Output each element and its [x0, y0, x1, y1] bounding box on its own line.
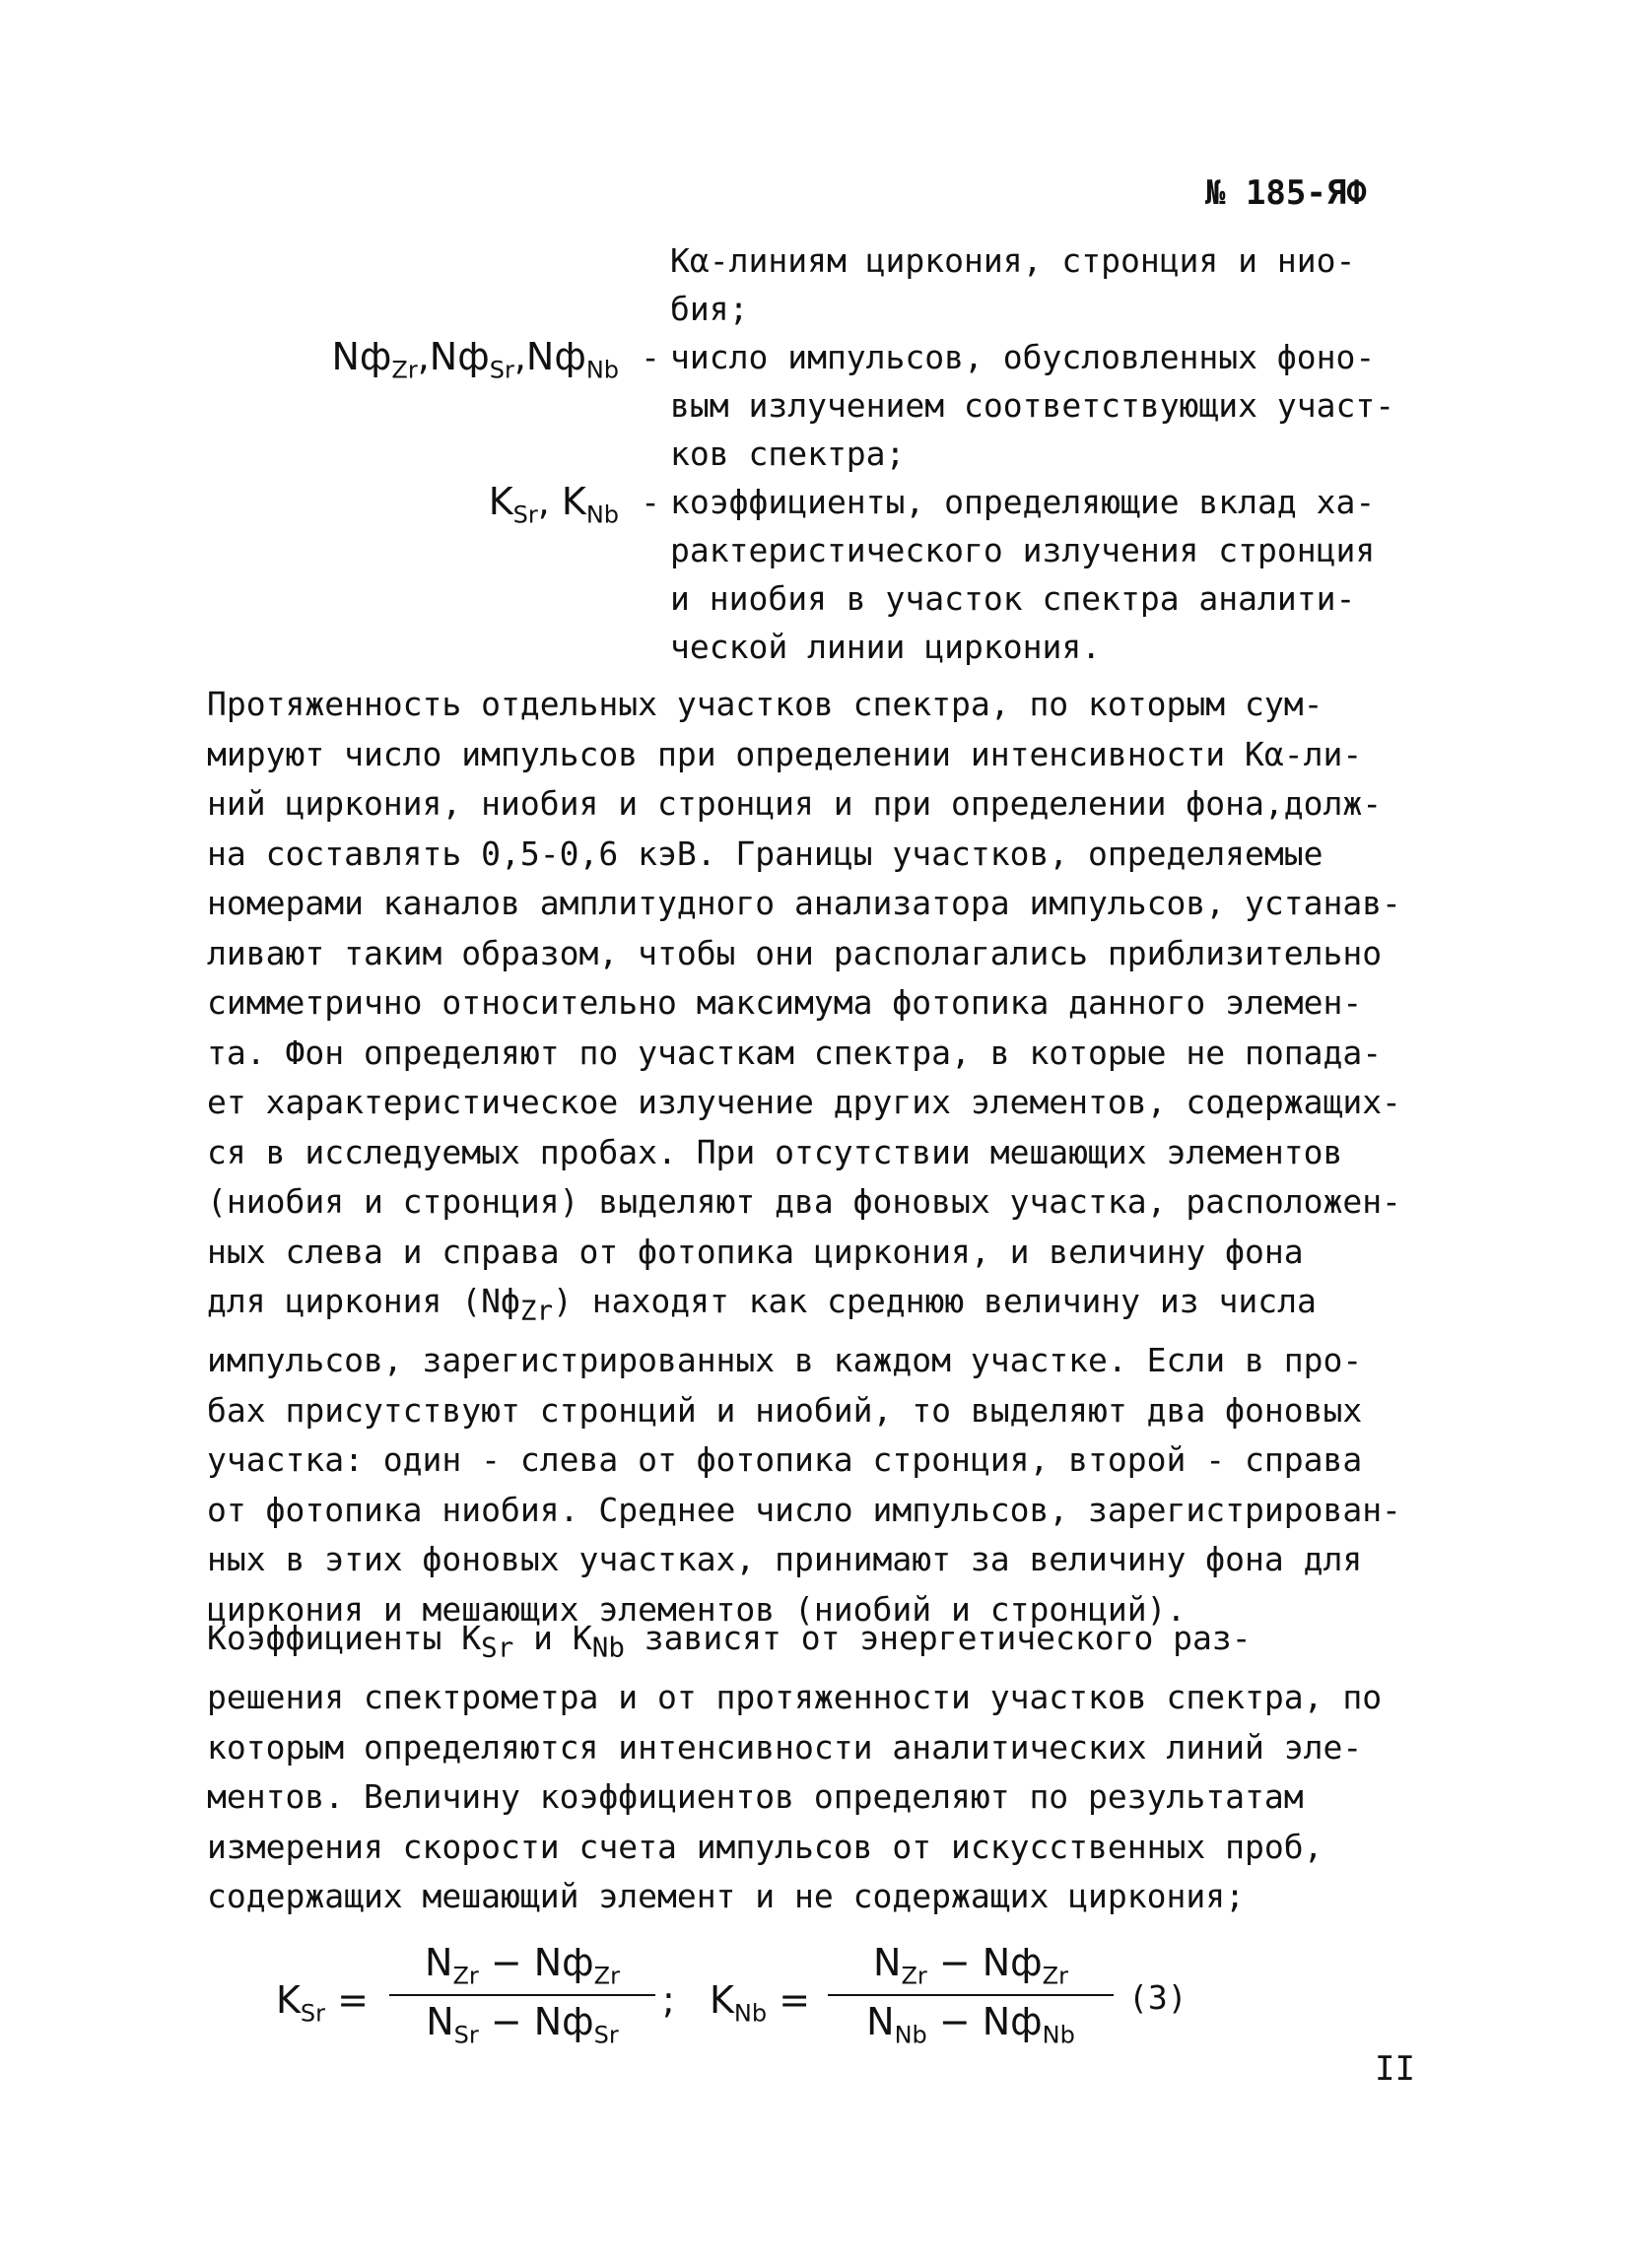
formula-3: [276, 1941, 1261, 2069]
definition-term: [197, 236, 631, 333]
equation-number: (3): [1128, 1978, 1188, 2017]
definition-dash: -: [641, 483, 660, 521]
definition-text: [670, 478, 1399, 671]
document-number: № 185-ЯФ: [1205, 173, 1367, 213]
definition-line: число импульсов, обусловленных фоно-: [670, 338, 1376, 376]
formula-denominator: $N_{Sr} - Nф_{Sr}$: [426, 1999, 619, 2049]
formula-lhs-knb: $K_{Nb}$ =: [710, 1978, 811, 2028]
definition-text: [670, 236, 1399, 333]
definition-line: рактеристического излучения стронция: [670, 531, 1376, 569]
fraction-bar: [389, 1994, 655, 1996]
definition-line: коэффициенты, определяющие вклад ха-: [670, 483, 1376, 521]
definition-text: [670, 333, 1399, 478]
formula-fraction-ksr: [389, 1941, 655, 2048]
formula-denominator: $N_{Nb} - Nф_{Nb}$: [866, 1999, 1075, 2049]
definition-line: и ниобия в участок спектра аналити-: [670, 579, 1356, 618]
definition-row: [197, 478, 1429, 671]
page-number: II: [1375, 2049, 1415, 2089]
definition-line: ческой линии циркония.: [670, 628, 1102, 666]
body-paragraph-background: Протяженность отдельных участков спектра, по которым сум- мируют число импульсов при определении интенсивности Kα-ли- ний циркония, ниобия и стронция и при определении фона,долж- на составлять 0,5-0,6 кэВ. Границы участков, определяемые номерами каналов амплитудного анализатора импульсов, устанав- ливают таким образом, чтобы они располагались приблизительно симметрично относительно максимума фотопика данного элемен- та. Фон определяют по участкам спектра, в которые не попада- ет характеристическое излучение других элементов, содержащих- ся в исследуемых пробах. При отсутствии мешающих элементов (ниобия и стронция) выделяют два фоновых участка, расположен- ных слева и справа от фотопика циркония, и величину фона для циркония $(Nф_{Zr})$ находят как среднюю величину из числа импульсов, зарегистрированных в каждом участке. Если в про- бах присутствуют стронций и ниобий, то выделяют два фоновых участка: один - слева от фотопика стронция, второй - справа от фотопика ниобия. Среднее число импульсов, зарегистрирован- ных в этих фоновых участках, принимают за величину фона для циркония и мешающих элементов (ниобий и стронций).: [207, 685, 1401, 1629]
definition-row: [197, 333, 1429, 478]
definition-term: $Nф_{Zr},Nф_{Sr},Nф_{Nb}$: [331, 335, 619, 384]
definition-line: вым излучением соответствующих участ-: [670, 386, 1395, 425]
definition-row: [197, 236, 1429, 333]
definition-line: бия;: [670, 290, 749, 328]
body-paragraph-coefficients: Коэффициенты $K_{Sr}$ и $K_{Nb}$ зависят от энергетического раз- решения спектрометра и от протяженности участков спектра, по которым определяются интенсивности аналитических линий эле- ментов. Величину коэффициентов определяют по результатам измерения скорости счета импульсов от искусственных проб, содержащих мешающий элемент и не содержащих циркония;: [207, 1619, 1383, 1916]
formula-separator: ;: [662, 1978, 675, 2022]
definition-line: Kα-линиям циркония, стронция и нио-: [670, 241, 1356, 280]
definition-dash: -: [641, 338, 660, 376]
fraction-bar: [828, 1994, 1114, 1996]
formula-fraction-knb: [828, 1941, 1114, 2048]
formula-numerator: $N_{Zr} - Nф_{Zr}$: [425, 1941, 620, 1990]
definition-term: $K_{Sr}$, $K_{Nb}$: [488, 480, 619, 529]
formula-lhs-ksr: $K_{Sr}$ =: [276, 1978, 369, 2028]
definition-line: ков спектра;: [670, 434, 906, 473]
formula-numerator: $N_{Zr} - Nф_{Zr}$: [873, 1941, 1068, 1990]
definitions-list: [197, 236, 1429, 671]
